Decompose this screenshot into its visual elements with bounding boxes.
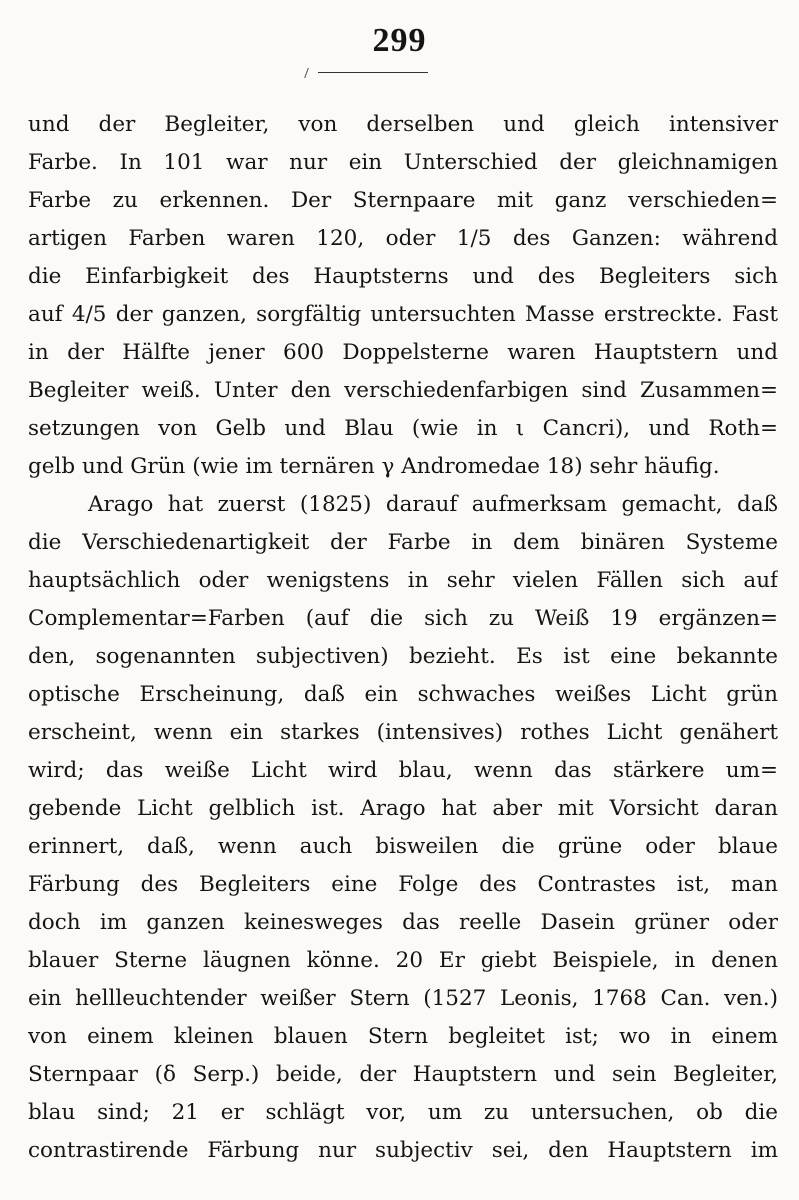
text-line: blau sind; 21 er schlägt vor, um zu untersuchen, ob die bbox=[28, 1100, 778, 1125]
text-line: gelb und Grün (wie im ternären γ Andromedae 18) sehr häufig. bbox=[28, 454, 720, 479]
text-line: Farbe zu erkennen. Der Sternpaare mit ganz verschieden= bbox=[28, 188, 778, 213]
text-line: in der Hälfte jener 600 Doppelsterne waren Hauptstern und bbox=[28, 340, 778, 365]
text-line: die Einfarbigkeit des Hauptsterns und des Begleiters sich bbox=[28, 264, 778, 289]
text-line: den, sogenannten subjectiven) bezieht. Es ist eine bekannte bbox=[28, 644, 778, 669]
page-number: 299 bbox=[372, 22, 427, 59]
text-line: von einem kleinen blauen Stern begleitet ist; wo in einem bbox=[28, 1024, 778, 1049]
text-line: gebende Licht gelblich ist. Arago hat aber mit Vorsicht daran bbox=[28, 796, 778, 821]
body-text bbox=[28, 106, 778, 1170]
text-line: optische Erscheinung, daß ein schwaches weißes Licht grün bbox=[28, 682, 778, 707]
text-line: die Verschiedenartigkeit der Farbe in dem binären Systeme bbox=[28, 530, 778, 555]
text-line: auf 4/5 der ganzen, sorgfältig untersuchten Masse erstreckte. Fast bbox=[28, 302, 778, 327]
text-line: wird; das weiße Licht wird blau, wenn das stärkere um= bbox=[28, 758, 778, 783]
text-line: Complementar=Farben (auf die sich zu Weiß 19 ergänzen= bbox=[28, 606, 778, 631]
text-line: artigen Farben waren 120, oder 1/5 des Ganzen: während bbox=[28, 226, 778, 251]
header-rule bbox=[318, 72, 428, 73]
text-line: Farbe. In 101 war nur ein Unterschied der gleichnamigen bbox=[28, 150, 778, 175]
text-line: doch im ganzen keinesweges das reelle Dasein grüner oder bbox=[28, 910, 778, 935]
text-line: ein hellleuchtender weißer Stern (1527 Leonis, 1768 Can. ven.) bbox=[28, 986, 778, 1011]
text-line: setzungen von Gelb und Blau (wie in ι Cancri), und Roth= bbox=[28, 416, 778, 441]
print-mark bbox=[304, 68, 315, 78]
text-line: blauer Sterne läugnen könne. 20 Er giebt Beispiele, in denen bbox=[28, 948, 778, 973]
text-line: hauptsächlich oder wenigstens in sehr vielen Fällen sich auf bbox=[28, 568, 778, 593]
text-line: Arago hat zuerst (1825) darauf aufmerksam gemacht, daß bbox=[88, 492, 778, 517]
text-line: contrastirende Färbung nur subjectiv sei, den Hauptstern im bbox=[28, 1138, 778, 1163]
text-line: Sternpaar (δ Serp.) beide, der Hauptstern und sein Begleiter, bbox=[28, 1062, 778, 1087]
text-line: Begleiter weiß. Unter den verschiedenfarbigen sind Zusammen= bbox=[28, 378, 778, 403]
text-line: Färbung des Begleiters eine Folge des Contrastes ist, man bbox=[28, 872, 778, 897]
text-line: erinnert, daß, wenn auch bisweilen die grüne oder blaue bbox=[28, 834, 778, 859]
text-line: erscheint, wenn ein starkes (intensives) rothes Licht genähert bbox=[28, 720, 778, 745]
text-line: und der Begleiter, von derselben und gleich intensiver bbox=[28, 112, 778, 137]
